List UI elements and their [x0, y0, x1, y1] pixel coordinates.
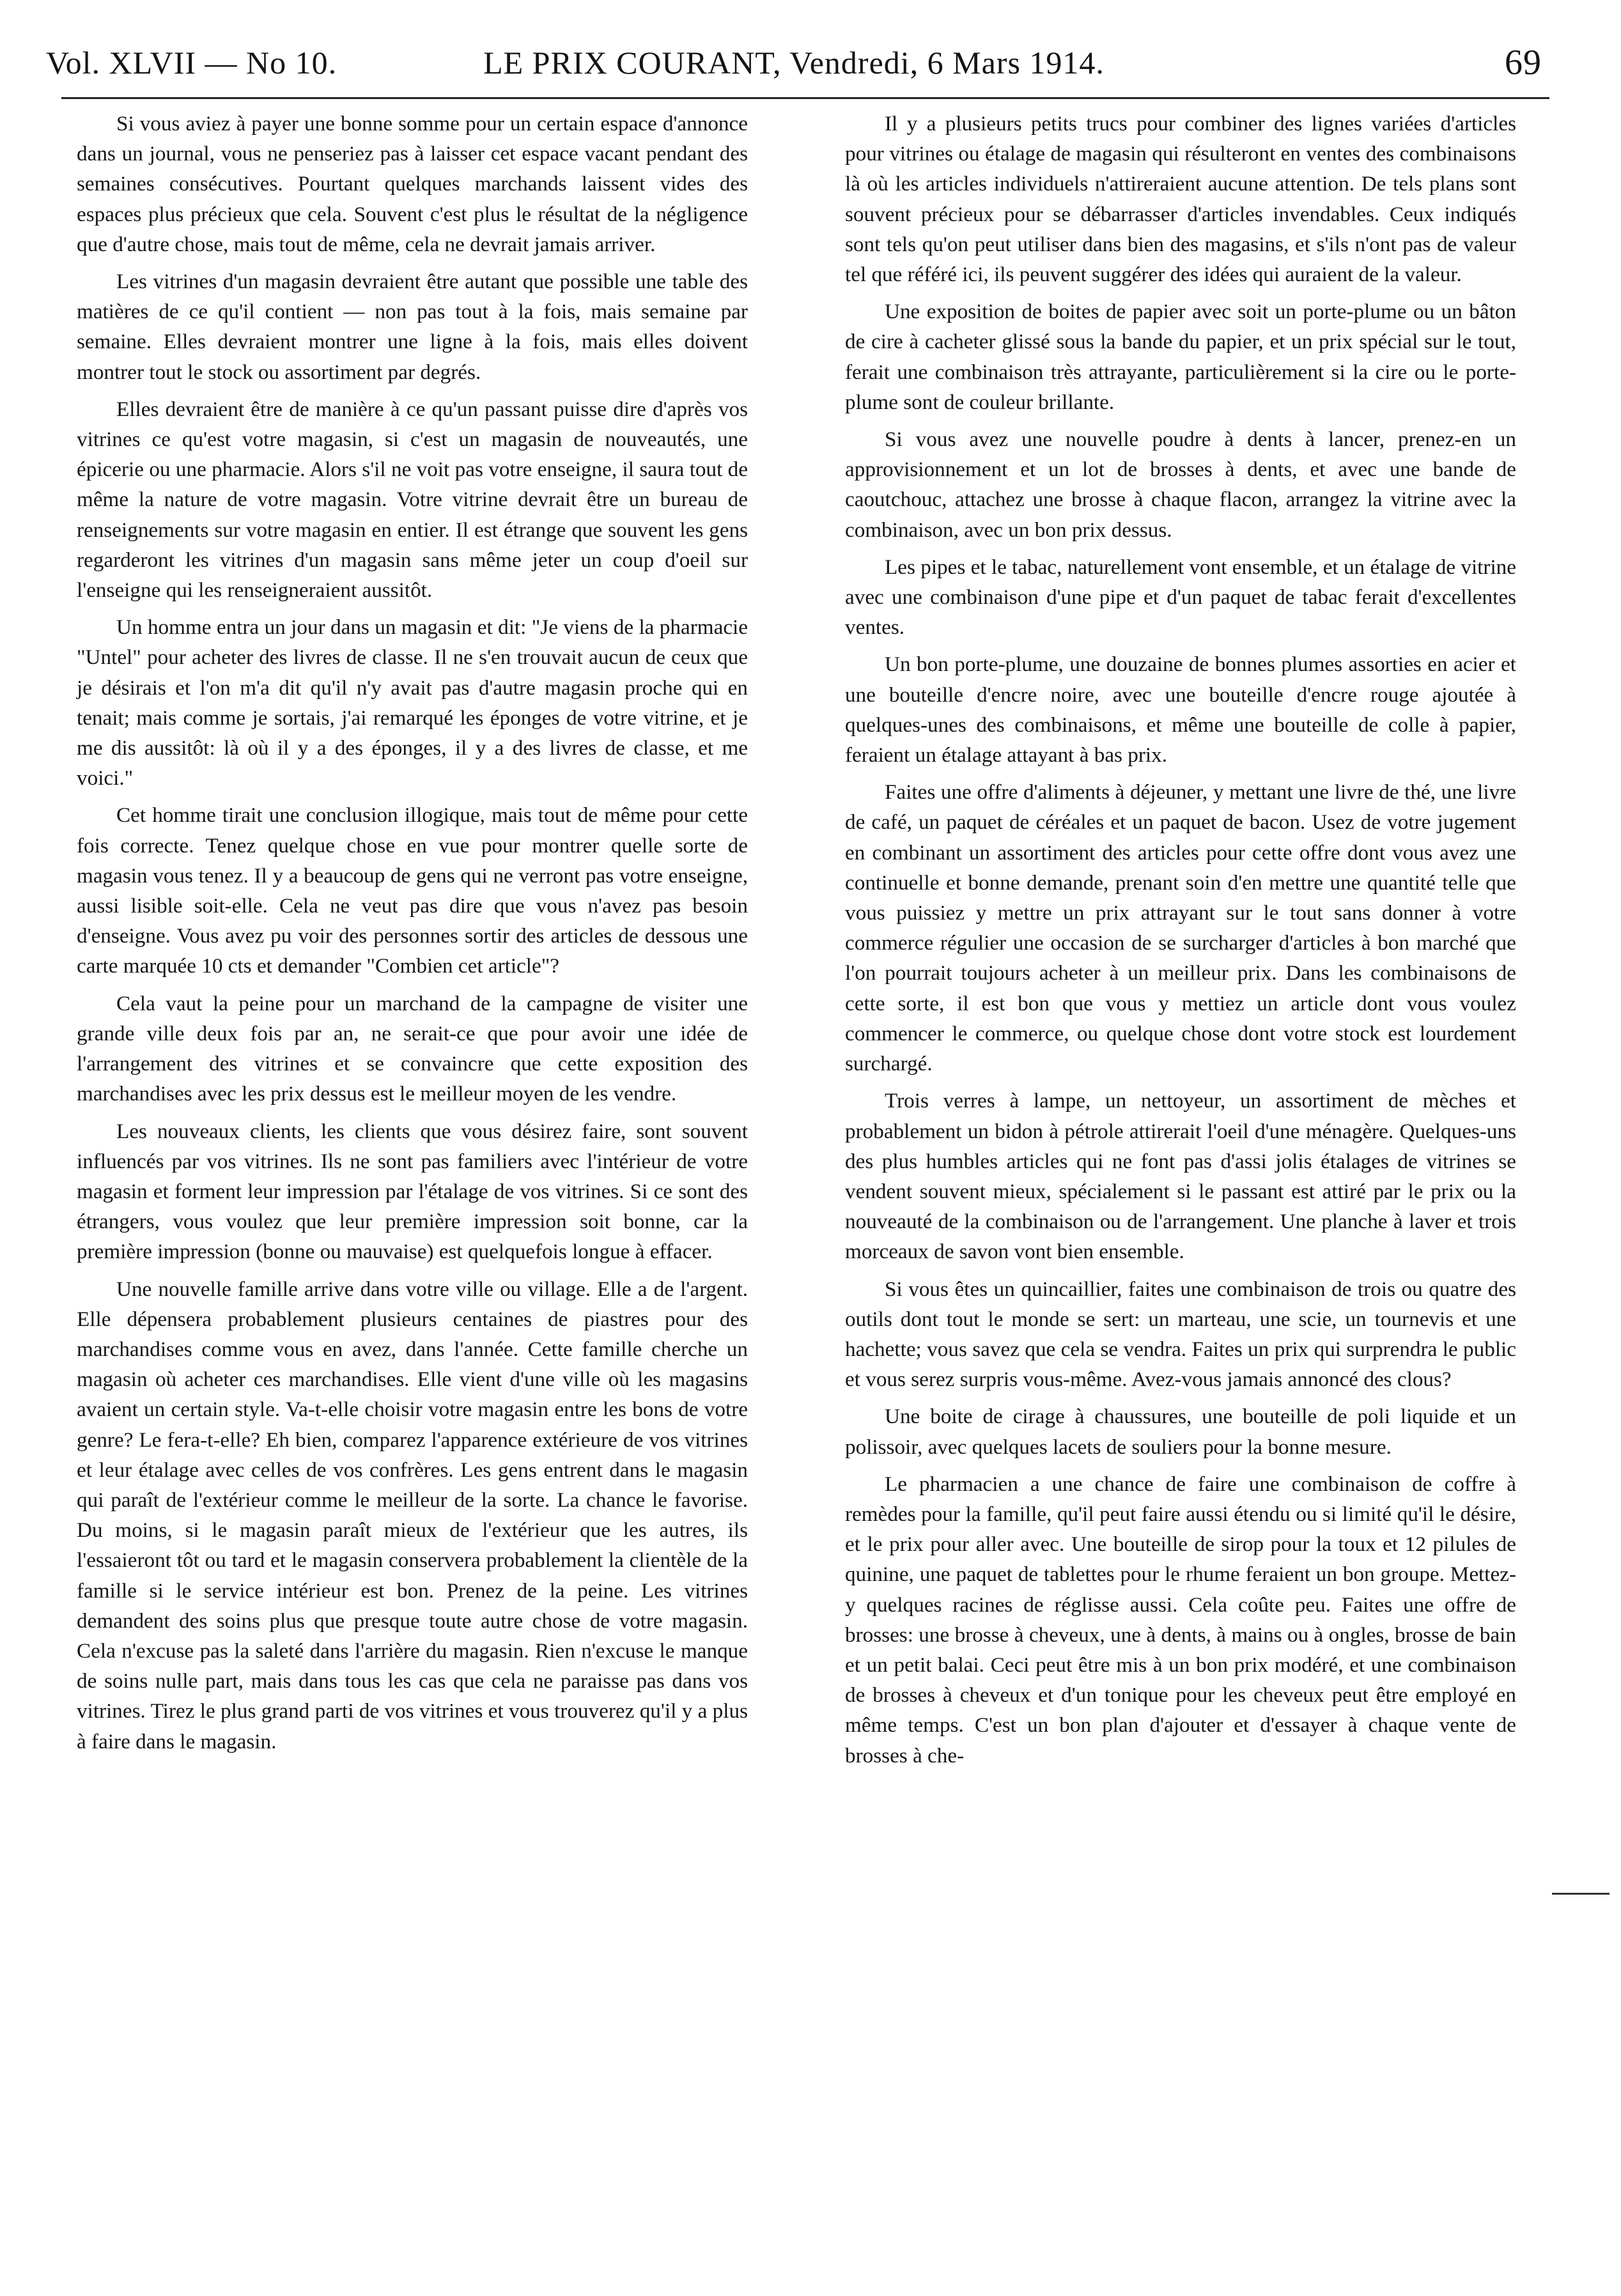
paragraph: Une nouvelle famille arrive dans votre ville ou village. Elle a de l'argent. Elle dépensera probablement plusieurs centaines de piastres pour des marchandises comme vous en avez, dans l'année. Cette famille cherche un magasin où acheter ces marchandises. Elle vient d'une ville où les magasins avaient un certain style. Va-t-elle choisir votre magasin entre les bons de votre genre? Le fera-t-elle? Eh bien, comparez l'apparence extérieure de vos vitrines et leur étalage avec celles de vos confrères. Les gens entrent dans le magasin qui paraît de l'extérieur comme le meilleur de la sorte. La chance le favorise. Du moins, si le magasin paraît mieux de l'extérieur que les autres, ils l'essaieront tôt ou tard et le magasin conservera probablement la clientèle de la famille si le service intérieur est bon. Prenez de la peine. Les vitrines demandent des soins plus que presque toute autre chose de votre magasin. Cela n'excuse pas la saleté dans l'arrière du magasin. Rien n'excuse le manque de soins nulle part, mais dans tous les cas que cela ne paraisse pas dans vos vitrines. Tirez le plus grand parti de vos vitrines et vous trouverez qu'il y a plus à faire dans le magasin.	[77, 1277, 748, 1753]
paragraph: Un bon porte-plume, une douzaine de bonnes plumes assorties en acier et une bouteille d'encre noire, avec une bouteille d'encre rouge ajoutée à quelques-unes des combinaisons, et même une bouteille de colle à papier, feraient un étalage attayant à bas prix.	[845, 652, 1516, 767]
margin-rule	[1552, 1893, 1609, 1895]
paragraph: Le pharmacien a une chance de faire une combinaison de coffre à remèdes pour la famille, qu'il peut faire aussi étendu ou si limité qu'il le désire, et le prix pour aller avec. Une bouteille de sirop pour la toux et 12 pilules de quinine, une paquet de tablettes pour le rhume feraient un bon groupe. Mettez-y quelques racines de réglisse aussi. Cela coûte peu. Faites une offre de brosses: une brosse à cheveux, une à dents, à mains ou à ongles, brosse de bain et un petit balai. Ceci peut être mis à un bon prix modéré, et une combinaison de brosses à cheveux et d'un tonique pour les cheveux peut être employé en même temps. C'est un bon plan d'ajouter et d'essayer à chaque vente de brosses à che-	[845, 1472, 1516, 1768]
paragraph: Si vous aviez à payer une bonne somme pour un certain espace d'annonce dans un journal, vous ne penseriez pas à laisser cet espace vacant pendant des semaines consécutives. Pourtant quelques marchands laissent vides des espaces plus précieux que cela. Souvent c'est plus le résultat de la négligence que d'autre chose, mais tout de même, cela ne devrait jamais arriver.	[77, 112, 748, 256]
header-rule	[61, 97, 1549, 99]
paragraph: Cela vaut la peine pour un marchand de la campagne de visiter une grande ville deux fois par an, ne serait-ce que pour avoir une idée de l'arrangement des vitrines et se convaincre que cette exposition des marchandises avec les prix dessus est le meilleur moyen de les vendre.	[77, 991, 748, 1106]
page-header	[46, 37, 1542, 88]
page-number: 69	[1505, 43, 1542, 82]
paragraph: Si vous êtes un quincaillier, faites une combinaison de trois ou quatre des outils dont tout le monde se sert: un marteau, une scie, un tournevis et une hachette; vous savez que cela se vendra. Faites un prix qui surprendra le public et vous serez surpris vous-même. Avez-vous jamais annoncé des clous?	[845, 1277, 1516, 1392]
left-column	[77, 109, 748, 1764]
paragraph: Elles devraient être de manière à ce qu'un passant puisse dire d'après vos vitrines ce qu'est votre magasin, si c'est un magasin de nouveautés, une épicerie ou une pharmacie. Alors s'il ne voit pas votre enseigne, il saura tout de même la nature de votre magasin. Votre vitrine devrait être un bureau de renseignements sur votre magasin en entier. Il est étrange que souvent les gens regarderont les vitrines d'un magasin sans même jeter un coup d'oeil sur l'enseigne qui les renseigneraient aussitôt.	[77, 397, 748, 603]
volume-number: Vol. XLVII — No 10.	[46, 45, 337, 81]
paragraph: Un homme entra un jour dans un magasin et dit: "Je viens de la pharmacie "Untel" pour acheter des livres de classe. Il ne s'en trouvait aucun de ceux que je désirais et l'on m'a dit qu'il n'y avait pas d'autre magasin proche qui en tenait; mais comme je sortais, j'ai remarqué les éponges de votre vitrine, et je me dis aussitôt: là où il y a des éponges, il y a des livres de classe, et me voici."	[77, 615, 748, 790]
paragraph: Une boite de cirage à chaussures, une bouteille de poli liquide et un polissoir, avec quelques lacets de souliers pour la bonne mesure.	[845, 1405, 1516, 1459]
paragraph: Il y a plusieurs petits trucs pour combiner des lignes variées d'articles pour vitrines ou étalage de magasin qui résulteront en ventes des combinaisons là où les articles individuels n'attireraient aucune attention. De tels plans sont souvent précieux pour se débarrasser d'articles invendables. Ceux indiqués sont tels qu'on peut utiliser dans bien des magasins, et s'ils n'ont pas de valeur tel que référé ici, ils peuvent suggérer des idées qui auraient de la valeur.	[845, 112, 1516, 287]
paragraph: Trois verres à lampe, un nettoyeur, un assortiment de mèches et probablement un bidon à pétrole attirerait l'oeil d'une ménagère. Quelques-uns des plus humbles articles qui ne font pas d'assi jolis étalages de vitrines se vendent souvent mieux, spécialement si le passant est attiré par le prix ou la nouveauté de la combinaison ou de l'arrangement. Une planche à laver et trois morceaux de savon vont bien ensemble.	[845, 1089, 1516, 1264]
publication-title-date: LE PRIX COURANT, Vendredi, 6 Mars 1914.	[483, 45, 1105, 81]
paragraph: Cet homme tirait une conclusion illogique, mais tout de même pour cette fois correcte. Tenez quelque chose en vue pour montrer quelle sorte de magasin vous tenez. Il y a beaucoup de gens qui ne verront pas votre enseigne, aussi lisible soit-elle. Cela ne veut pas dire que vous n'avez pas besoin d'enseigne. Vous avez pu voir des personnes sortir des articles de dessous une carte marquée 10 cts et demander "Combien cet article"?	[77, 803, 748, 978]
paragraph: Une exposition de boites de papier avec soit un porte-plume ou un bâton de cire à cacheter glissé sous la bande du papier, et un prix spécial sur le tout, ferait une combinaison très attrayante, particulièrement si la cire ou le porte-plume sont de couleur brillante.	[845, 300, 1516, 414]
paragraph: Si vous avez une nouvelle poudre à dents à lancer, prenez-en un approvisionnement et un lot de brosses à dents, et avec une bande de caoutchouc, attachez une brosse à chaque flacon, arrangez la vitrine avec la combinaison, avec un bon prix dessus.	[845, 428, 1516, 542]
right-column	[845, 109, 1516, 1778]
paragraph: Les nouveaux clients, les clients que vous désirez faire, sont souvent influencés par vos vitrines. Ils ne sont pas familiers avec l'intérieur de votre magasin et forment leur impression par l'étalage de vos vitrines. Si ce sont des étrangers, vous voulez que leur première impression soit bonne, car la première impression (bonne ou mauvaise) est quelquefois longue à effacer.	[77, 1119, 748, 1264]
paragraph: Faites une offre d'aliments à déjeuner, y mettant une livre de thé, une livre de café, un paquet de céréales et un paquet de bacon. Usez de votre jugement en combinant un assortiment des articles pour cette offre dont vous avez une continuelle et bonne demande, prenant soin d'en mettre une quantité telle que vous puissiez y mettre un prix attrayant sur le tout sans donner à votre commerce régulier une occasion de se surcharger d'articles à bon marché que l'on pourrait toujours acheter à un meilleur prix. Dans les combinaisons de cette sorte, il est bon que vous y mettiez un article dont vous voulez commencer le commerce, ou quelque chose dont votre stock est lourdement surchargé.	[845, 780, 1516, 1076]
paragraph: Les vitrines d'un magasin devraient être autant que possible une table des matières de ce qu'il contient — non pas tout à la fois, mais semaine par semaine. Elles devraient montrer une ligne à la fois, mais elles doivent montrer tout le stock ou assortiment par degrés.	[77, 270, 748, 384]
paragraph: Les pipes et le tabac, naturellement vont ensemble, et un étalage de vitrine avec une combinaison d'une pipe et d'un paquet de tabac ferait d'excellentes ventes.	[845, 555, 1516, 640]
